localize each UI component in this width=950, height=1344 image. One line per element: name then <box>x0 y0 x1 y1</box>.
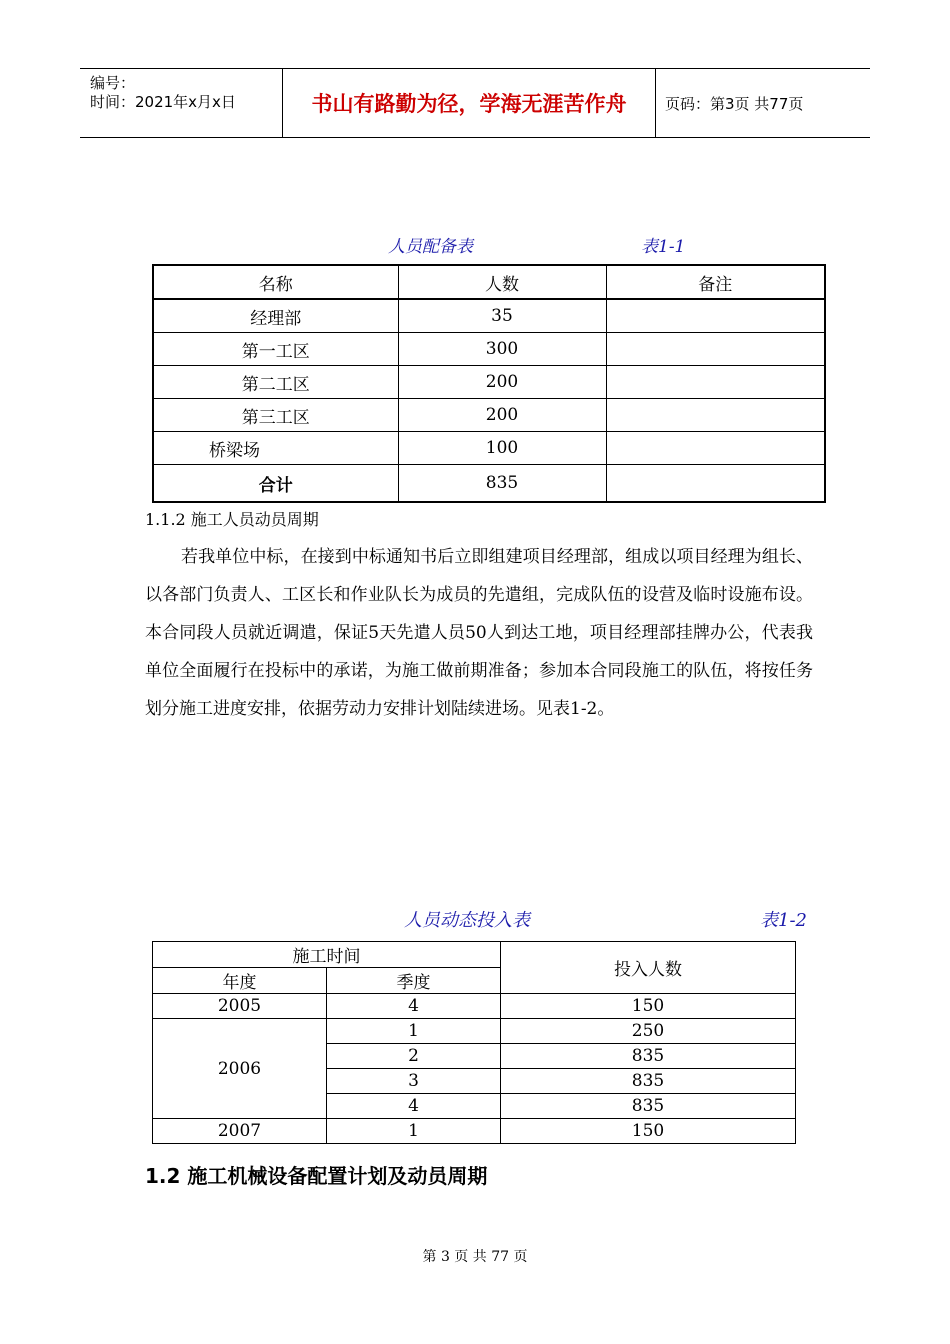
col-header-count: 人数 <box>398 265 606 299</box>
row-name: 第三工区 <box>153 399 398 432</box>
col-header-name: 名称 <box>153 265 398 299</box>
row-count: 835 <box>501 1069 796 1094</box>
table1-caption: 人员配备表 <box>388 237 473 257</box>
row-count: 835 <box>501 1094 796 1119</box>
row-year: 2006 <box>153 1019 327 1119</box>
table-row <box>153 994 796 1019</box>
row-remark <box>606 299 825 333</box>
row-remark <box>606 399 825 432</box>
total-count: 835 <box>398 465 606 503</box>
page-footer: 第 3 页 共 77 页 <box>422 1249 528 1265</box>
table2-caption: 人员动态投入表 <box>404 910 530 931</box>
row-remark <box>606 333 825 366</box>
col-header-time: 施工时间 <box>153 942 501 968</box>
row-quarter: 4 <box>327 1094 501 1119</box>
col-header-quarter: 季度 <box>327 968 501 994</box>
row-name: 第一工区 <box>153 333 398 366</box>
col-header-count: 投入人数 <box>501 942 796 994</box>
table-row <box>153 399 825 432</box>
table-row <box>153 432 825 465</box>
staff-deployment-table <box>152 941 796 1144</box>
row-quarter: 4 <box>327 994 501 1019</box>
row-remark <box>606 366 825 399</box>
table-row <box>153 1119 796 1144</box>
doc-time-label: 时间：2021年x月x日 <box>90 93 236 111</box>
total-remark <box>606 465 825 503</box>
row-count: 150 <box>501 1119 796 1144</box>
table2-caption-id: 表1-2 <box>760 910 807 931</box>
section-heading-1-1-2: 1.1.2 施工人员动员周期 <box>145 510 319 529</box>
table-row <box>153 366 825 399</box>
row-name: 第二工区 <box>153 366 398 399</box>
row-count: 835 <box>501 1044 796 1069</box>
row-quarter: 1 <box>327 1119 501 1144</box>
row-count: 250 <box>501 1019 796 1044</box>
table1-caption-id: 表1-1 <box>641 237 686 257</box>
row-quarter: 2 <box>327 1044 501 1069</box>
section-heading-1-2: 1.2 施工机械设备配置计划及动员周期 <box>145 1164 488 1188</box>
row-year: 2007 <box>153 1119 327 1144</box>
row-quarter: 3 <box>327 1069 501 1094</box>
row-remark <box>606 432 825 465</box>
table-total-row <box>153 465 825 503</box>
table-row <box>153 299 825 333</box>
row-count: 200 <box>398 366 606 399</box>
row-count: 100 <box>398 432 606 465</box>
row-count: 200 <box>398 399 606 432</box>
row-name: 经理部 <box>153 299 398 333</box>
row-count: 150 <box>501 994 796 1019</box>
table-header-row <box>153 265 825 299</box>
table-header-row <box>153 942 796 968</box>
total-label: 合计 <box>153 465 398 503</box>
col-header-year: 年度 <box>153 968 327 994</box>
row-year: 2005 <box>153 994 327 1019</box>
body-paragraph: 若我单位中标，在接到中标通知书后立即组建项目经理部，组成以项目经理为组长、以各部门负责人、工区长和作业队长为成员的先遣组，完成队伍的设营及临时设施布设。本合同段人员就近调遣，保证5天先遣人员50人到达工地，项目经理部挂牌办公，代表我单位全面履行在投标中的承诺，为施工做前期准备；参加本合同段施工的队伍，将按任务划分施工进度安排，依据劳动力安排计划陆续进场。见表1-2。 <box>145 547 813 719</box>
header-page-code: 页码：第3页 共77页 <box>665 94 804 113</box>
table-row <box>153 333 825 366</box>
row-quarter: 1 <box>327 1019 501 1044</box>
page-header <box>80 68 870 138</box>
staffing-table <box>152 264 826 503</box>
header-meta <box>80 69 283 137</box>
row-count: 300 <box>398 333 606 366</box>
doc-number-label: 编号： <box>90 74 136 92</box>
col-header-remark: 备注 <box>606 265 825 299</box>
table-row <box>153 1019 796 1044</box>
row-name: 桥梁场 <box>153 432 398 465</box>
row-count: 35 <box>398 299 606 333</box>
header-motto: 书山有路勤为径，学海无涯苦作舟 <box>283 69 656 137</box>
